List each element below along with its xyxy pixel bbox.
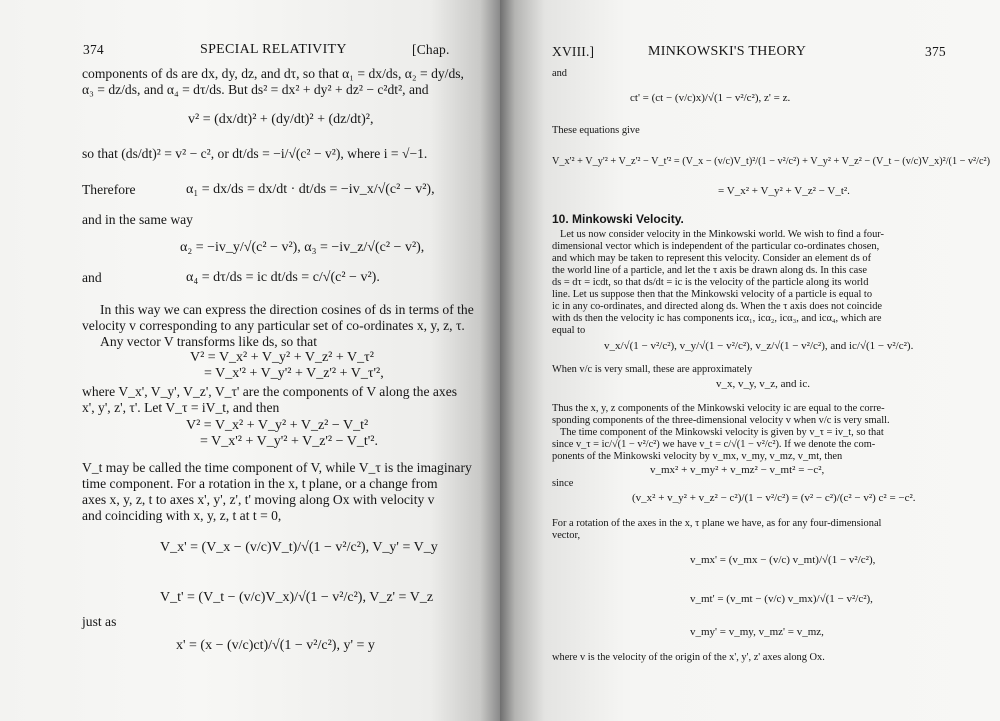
equation: = V_x'² + V_y'² + V_z'² + V_τ'², [204,366,384,381]
equation: = V_x² + V_y² + V_z² − V_t². [718,185,850,197]
text-line: ds = dτ = icdt, so that ds/dt = ic is the velocity of the particle along its world [552,277,869,288]
page-number: 375 [925,44,946,59]
text-line: Therefore [82,182,136,197]
text-line: components of ds are dx, dy, dz, and dτ, so that α₁ = dx/ds, α₂ = dy/ds, [82,66,464,81]
text-line: and coinciding with x, y, z, t at t = 0, [82,508,282,523]
text-line: line. Let us suppose then that the Minkowski velocity of a particle is equal to [552,289,873,300]
equation: x' = (x − (v/c)ct)/√(1 − v²/c²), y' = y [176,638,375,653]
equation: α₄ = dτ/ds = ic dt/ds = c/√(c² − v²). [186,270,380,285]
text-line: where V_x', V_y', V_z', V_τ' are the components of V along the axes [82,384,458,399]
text-line: since [552,478,574,489]
text-line: and in the same way [82,212,193,227]
equation: v_x/√(1 − v²/c²), v_y/√(1 − v²/c²), v_z/√(1 − v²/c²), and ic/√(1 − v²/c²). [604,340,914,352]
equation: v_mx' = (v_mx − (v/c) v_mt)/√(1 − v²/c²), [690,554,876,566]
text-line: The time component of the Minkowski velocity is given by v_τ = iv_t, so that [560,427,884,438]
text-line: Any vector V transforms like ds, so that [100,334,317,349]
text-line: In this way we can express the direction cosines of ds in terms of the [100,302,474,317]
equation: so that (ds/dt)² = v² − c², or dt/ds = −i/√(c² − v²), where i = √−1. [82,146,428,161]
text-line: ic in any co-ordinates, and directed along ds. When the τ axis does not coincide [552,301,883,312]
text-line: since v_τ = ic/√(1 − v²/c²) we have v_t = c/√(1 − v²/c²). If we denote the com- [552,439,876,450]
text-line: ponents of the Minkowski velocity by v_mx, v_my, v_mz, v_mt, then [552,451,843,462]
text-line: sponding components of the three-dimensional velocity v when v/c is very small. [552,415,890,426]
text-line: time component. For a rotation in the x, t plane, or a change from [82,476,438,491]
equation: v_my' = v_my, v_mz' = v_mz, [690,626,824,638]
text-line: the world line of a particle, and let the τ axis be drawn along ds. In this case [552,265,867,276]
text-line: with ds then the velocity ic has components icα₁, icα₂, icα₃, and icα₄, which are [552,313,882,324]
equation: v_mx² + v_my² + v_mz² − v_mt² = −c², [650,464,825,476]
text-line: Let us now consider velocity in the Minkowski world. We wish to find a four- [560,229,884,240]
text-line: and [82,270,102,285]
running-head: MINKOWSKI'S THEORY [648,44,807,59]
text-line: α₃ = dz/ds, and α₄ = dτ/ds. But ds² = dx² + dy² + dz² − c²dt², and [82,82,429,97]
equation: v_x, v_y, v_z, and ic. [716,378,810,390]
text-line: velocity v corresponding to any particular set of co-ordinates x, y, z, τ. [82,318,465,333]
chapter-mark: XVIII.] [552,44,595,59]
equation: α₂ = −iv_y/√(c² − v²), α₃ = −iv_z/√(c² − v²), [180,240,425,255]
running-head: SPECIAL RELATIVITY [200,42,347,57]
text-line: axes x, y, z, t to axes x', y', z', t' moving along Ox with velocity v [82,492,435,507]
equation: = V_x'² + V_y'² + V_z'² − V_t'². [200,434,378,449]
text-line: When v/c is very small, these are approximately [552,364,753,375]
equation: V² = V_x² + V_y² + V_z² + V_τ² [190,350,374,365]
text-line: vector, [552,530,581,541]
equation: (v_x² + v_y² + v_z² − c²)/(1 − v²/c²) = (v² − c²)/(c² − v²) c² = −c². [632,492,916,504]
text-line: These equations give [552,125,640,136]
text-line: equal to [552,325,586,336]
equation: ct' = (ct − (v/c)x)/√(1 − v²/c²), z' = z. [630,92,791,104]
right-page [500,0,1000,721]
page-number: 374 [83,42,104,57]
text-line: For a rotation of the axes in the x, τ plane we have, as for any four-dimensional [552,518,882,529]
text-line: and [552,68,568,79]
equation: V_x'² + V_y'² + V_z'² − V_t'² = (V_x − (v/c)V_t)²/(1 − v²/c²) + V_y² + V_z² − (V_t − (v/c)V_x)²/(1 − v²/c²) [552,155,990,167]
equation: α₁ = dx/ds = dx/dt · dt/ds = −iv_x/√(c² − v²), [186,182,435,197]
text-line: V_t may be called the time component of V, while V_τ is the imaginary [82,460,472,475]
text-line: Thus the x, y, z components of the Minkowski velocity ic are equal to the corre- [552,403,885,414]
text-line: just as [82,614,117,629]
chapter-mark: [Chap. [412,42,450,57]
equation: v² = (dx/dt)² + (dy/dt)² + (dz/dt)², [188,112,374,127]
equation: V_x' = (V_x − (v/c)V_t)/√(1 − v²/c²), V_y' = V_y [160,540,438,555]
text-line: and which may be taken to represent this velocity. Consider an element ds of [552,253,872,264]
section-heading: 10. Minkowski Velocity. [552,212,684,226]
equation: V² = V_x² + V_y² + V_z² − V_t² [186,418,369,433]
equation: V_t' = (V_t − (v/c)V_x)/√(1 − v²/c²), V_z' = V_z [160,590,434,605]
text-line: where v is the velocity of the origin of the x', y', z' axes along Ox. [552,652,825,663]
equation: v_mt' = (v_mt − (v/c) v_mx)/√(1 − v²/c²), [690,593,873,605]
text-line: x', y', z', τ'. Let V_τ = iV_t, and then [82,400,280,415]
text-line: dimensional vector which is independent of the particular co-ordinates chosen, [552,241,880,252]
